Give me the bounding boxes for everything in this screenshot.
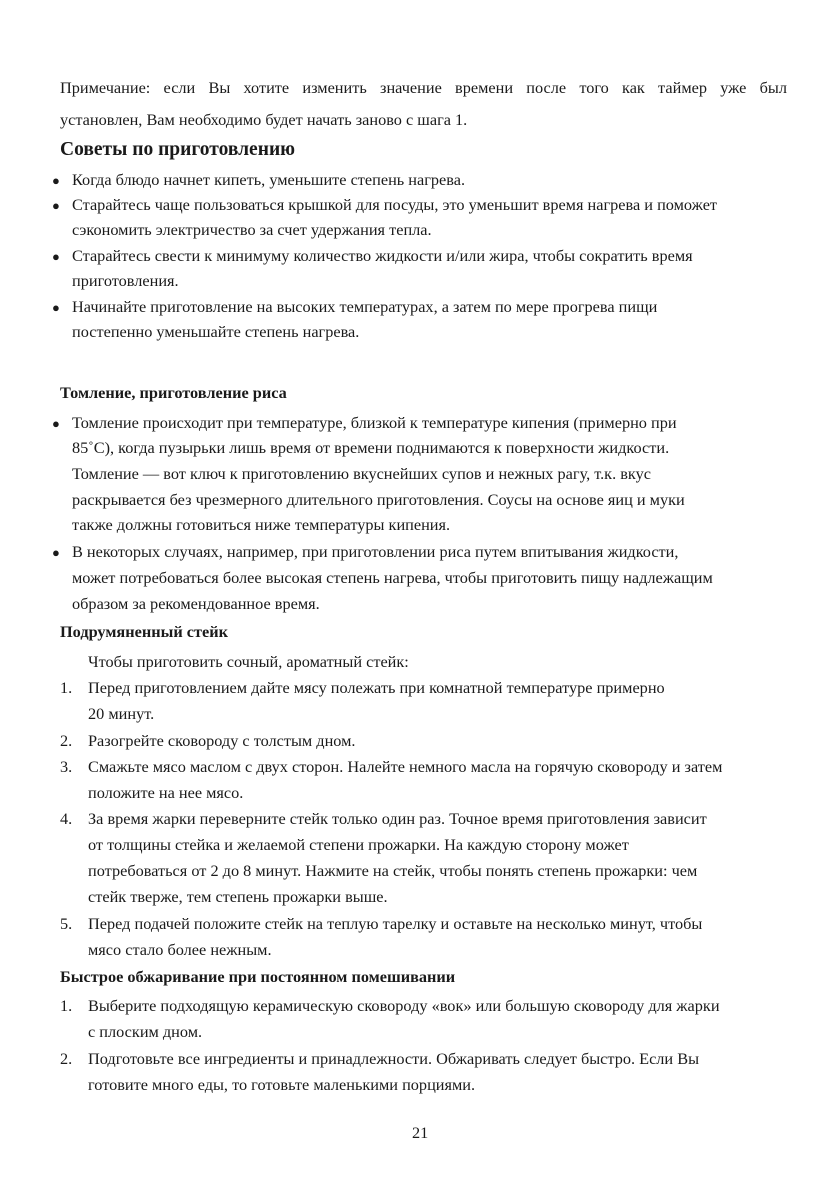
- stirfry-heading: Быстрое обжаривание при постоянном помешивании: [60, 967, 456, 986]
- steak-step-1-line-2: 20 минут.: [88, 704, 155, 723]
- stirfry-step-1-line-1: Выберите подходящую керамическую сковороду «вок» или большую сковороду для жарки: [88, 996, 720, 1015]
- steak-step-3-line-2: положите на нее мясо.: [88, 783, 244, 802]
- stirfry-step-1-line-2: с плоским дном.: [88, 1022, 203, 1041]
- tips-item-3-line-1: Старайтесь свести к минимуму количество жидкости и/или жира, чтобы сократить время: [72, 246, 693, 265]
- bullet-icon: ●: [52, 300, 60, 315]
- simmer-item-1-line-2: 85˚С), когда пузырьки лишь время от времени поднимаются к поверхности жидкости.: [72, 438, 670, 457]
- tips-item-2-line-2: сэкономить электричество за счет удержания тепла.: [72, 220, 432, 239]
- simmer-item-1-line-3: Томление — вот ключ к приготовлению вкуснейших супов и нежных рагу, т.к. вкус: [72, 464, 651, 483]
- steak-step-4-line-1: За время жарки переверните стейк только один раз. Точное время приготовления зависит: [88, 809, 707, 828]
- page-number: 21: [412, 1123, 429, 1142]
- steak-step-1-line-1: Перед приготовлением дайте мясу полежать при комнатной температуре примерно: [88, 678, 665, 697]
- steak-heading: Подрумяненный стейк: [60, 622, 228, 641]
- tips-item-1-line-1: Когда блюдо начнет кипеть, уменьшите степень нагрева.: [72, 170, 466, 189]
- tips-item-4-line-1: Начинайте приготовление на высоких температурах, а затем по мере прогрева пищи: [72, 297, 658, 316]
- bullet-icon: ●: [52, 416, 60, 431]
- stirfry-step-number: 1.: [60, 996, 73, 1015]
- bullet-icon: ●: [52, 173, 60, 188]
- steak-step-4-line-2: от толщины стейка и желаемой степени прожарки. На каждую сторону может: [88, 835, 629, 854]
- steak-step-4-line-4: стейк тверже, тем степень прожарки выше.: [88, 887, 388, 906]
- steak-step-3-line-1: Смажьте мясо маслом с двух сторон. Налейте немного масла на горячую сковороду и затем: [88, 757, 723, 776]
- steak-step-number: 5.: [60, 914, 73, 933]
- simmer-item-1-line-4: раскрывается без чрезмерного длительного приготовления. Соусы на основе яиц и муки: [72, 490, 685, 509]
- steak-step-number: 2.: [60, 731, 73, 750]
- bullet-icon: ●: [52, 545, 60, 560]
- steak-step-4-line-3: потребоваться от 2 до 8 минут. Нажмите на стейк, чтобы понять степень прожарки: чем: [88, 861, 698, 880]
- simmer-item-1-line-1: Томление происходит при температуре, близкой к температуре кипения (примерно при: [72, 413, 677, 432]
- simmer-item-2-line-1: В некоторых случаях, например, при приготовлении риса путем впитывания жидкости,: [72, 542, 679, 561]
- simmer-heading: Томление, приготовление риса: [60, 383, 287, 402]
- simmer-item-2-line-2: может потребоваться более высокая степень нагрева, чтобы приготовить пищу надлежащим: [72, 568, 713, 587]
- tips-heading: Советы по приготовлению: [60, 139, 296, 160]
- tips-item-4-line-2: постепенно уменьшайте степень нагрева.: [72, 322, 360, 341]
- tips-item-3-line-2: приготовления.: [72, 271, 179, 290]
- steak-step-5-line-2: мясо стало более нежным.: [88, 940, 272, 959]
- simmer-item-1-line-5: также должны готовиться ниже температуры кипения.: [72, 515, 451, 534]
- steak-step-2-line-1: Разогрейте сковороду с толстым дном.: [88, 731, 356, 750]
- bullet-icon: ●: [52, 249, 60, 264]
- stirfry-step-number: 2.: [60, 1049, 73, 1068]
- stirfry-step-2-line-1: Подготовьте все ингредиенты и принадлежности. Обжаривать следует быстро. Если Вы: [88, 1049, 700, 1068]
- tips-item-2-line-1: Старайтесь чаще пользоваться крышкой для посуды, это уменьшит время нагрева и поможет: [72, 195, 718, 214]
- bullet-icon: ●: [52, 198, 60, 213]
- note-line-1: Примечание: если Вы хотите изменить значение времени после того как таймер уже был: [60, 78, 787, 97]
- steak-step-number: 4.: [60, 809, 73, 828]
- steak-step-number: 1.: [60, 678, 73, 697]
- stirfry-step-2-line-2: готовите много еды, то готовьте маленькими порциями.: [88, 1075, 476, 1094]
- steak-intro: Чтобы приготовить сочный, ароматный стейк:: [88, 652, 409, 671]
- steak-step-number: 3.: [60, 757, 73, 776]
- note-line-2: установлен, Вам необходимо будет начать заново с шага 1.: [60, 110, 468, 129]
- steak-step-5-line-1: Перед подачей положите стейк на теплую тарелку и оставьте на несколько минут, чтобы: [88, 914, 703, 933]
- simmer-item-2-line-3: образом за рекомендованное время.: [72, 594, 320, 613]
